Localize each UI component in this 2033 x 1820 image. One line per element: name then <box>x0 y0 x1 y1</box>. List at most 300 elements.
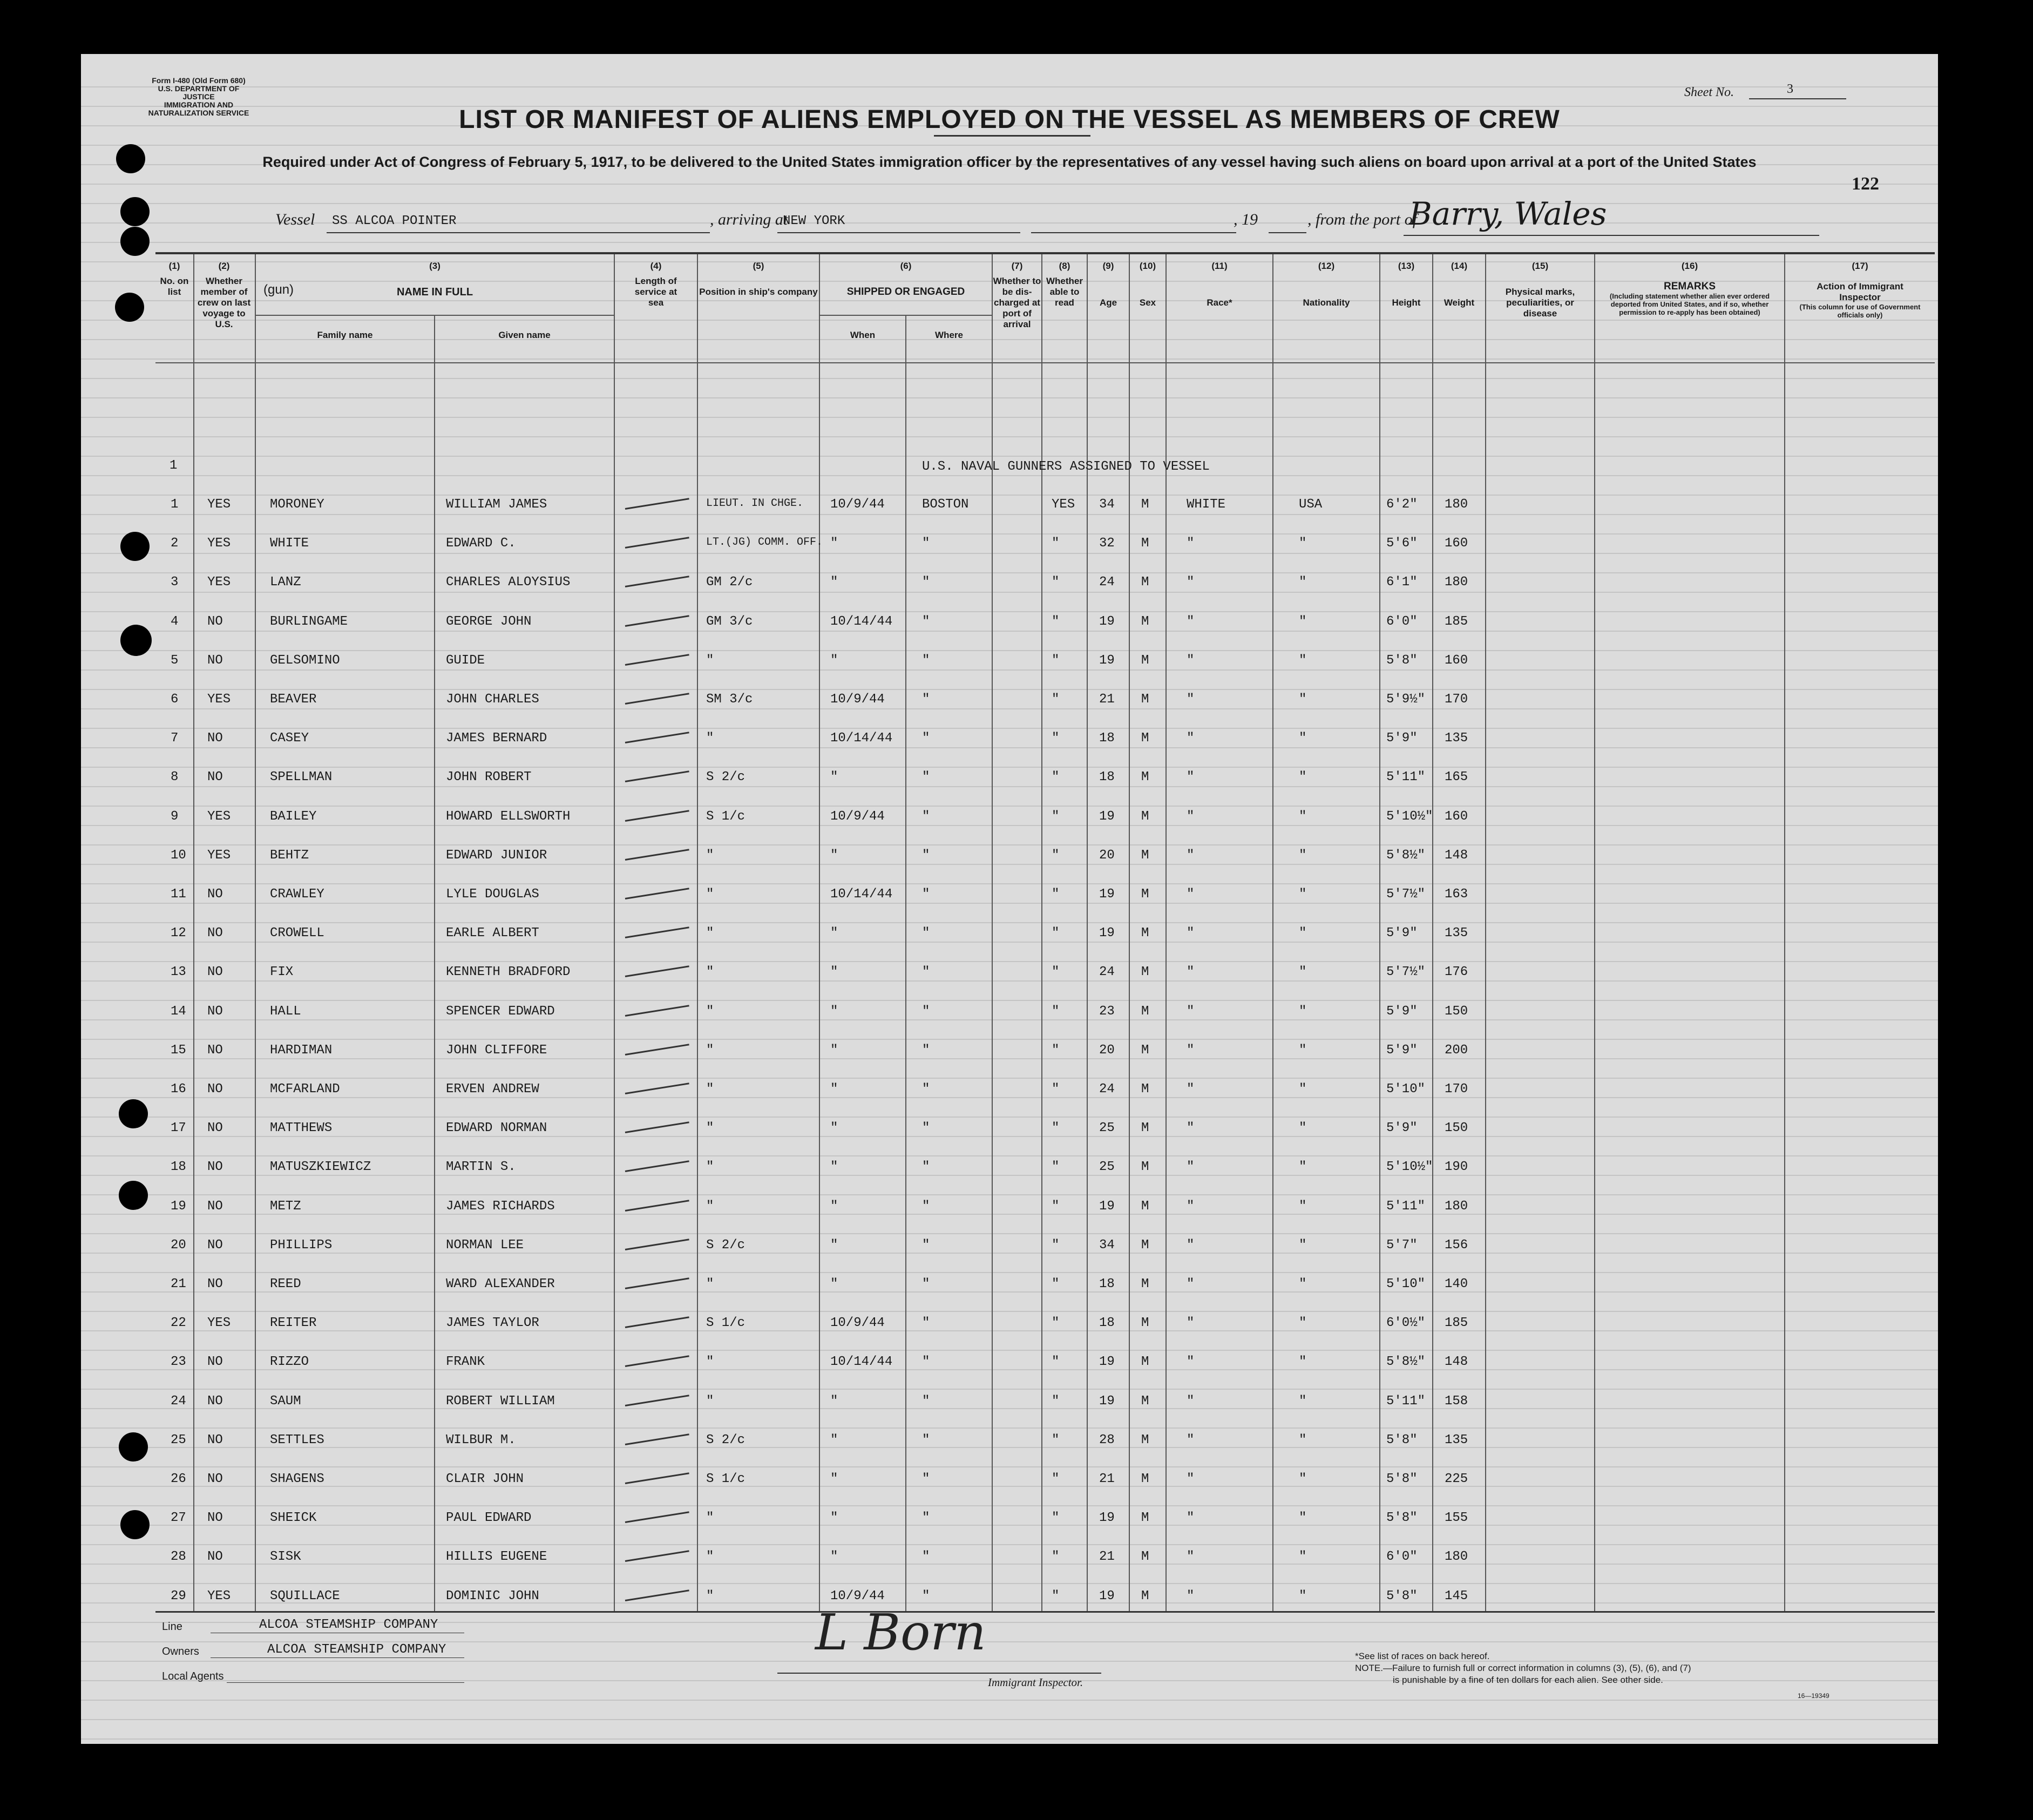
shipped-where: " <box>922 887 930 902</box>
given-name: JAMES RICHARDS <box>446 1199 555 1214</box>
sex: M <box>1141 1432 1149 1447</box>
nationality: " <box>1299 1277 1307 1291</box>
able-to-read: " <box>1052 809 1060 824</box>
pen-stroke <box>625 1433 689 1445</box>
shipped-where: " <box>922 1393 930 1409</box>
age: 19 <box>1099 614 1115 629</box>
position: " <box>706 1511 714 1526</box>
given-name-header: Given name <box>498 330 551 340</box>
pen-stroke <box>625 1044 689 1056</box>
col4-header: (4) Length of service at sea <box>634 261 677 308</box>
able-to-read: " <box>1052 1472 1060 1486</box>
age: 19 <box>1099 1355 1115 1370</box>
pen-stroke <box>625 1551 689 1562</box>
shipped-when: " <box>830 1432 838 1447</box>
previous-voyage: NO <box>207 965 223 980</box>
column-rule <box>819 254 820 1611</box>
weight: 180 <box>1445 575 1468 590</box>
shipped-where: " <box>922 575 930 590</box>
shipped-when: " <box>830 1550 838 1565</box>
height: 5'9" <box>1386 731 1418 746</box>
page-subtitle: Required under Act of Congress of February 5, 1917, to be delivered to the United States immigration officer by the representatives of any vessel having such aliens on board upon arrival at a port of the United States <box>262 154 1757 170</box>
service-name: IMMIGRATION AND NATURALIZATION SERVICE <box>148 100 249 117</box>
sex: M <box>1141 575 1149 590</box>
previous-voyage: YES <box>207 1316 231 1331</box>
sex: M <box>1141 848 1149 863</box>
column-rule <box>434 315 435 1611</box>
previous-voyage: NO <box>207 1393 223 1409</box>
age: 19 <box>1099 1511 1115 1526</box>
age: 19 <box>1099 1588 1115 1604</box>
punch-hole <box>120 1510 150 1539</box>
age: 18 <box>1099 731 1115 746</box>
nationality: " <box>1299 1393 1307 1409</box>
pen-stroke <box>625 1277 689 1289</box>
position: " <box>706 1393 714 1409</box>
shipped-when: " <box>830 1511 838 1526</box>
weight: 150 <box>1445 1004 1468 1019</box>
shipped-where: " <box>922 965 930 980</box>
height: 5'7½" <box>1386 887 1426 902</box>
row-number: 25 <box>171 1432 186 1447</box>
age: 34 <box>1099 1237 1115 1253</box>
penalty-note: NOTE.—Failure to furnish full or correct information in columns (3), (5), (6), and (7) <box>1355 1663 1691 1673</box>
able-to-read: " <box>1052 1432 1060 1447</box>
column-rule <box>1272 254 1273 1611</box>
sex: M <box>1141 1393 1149 1409</box>
race: " <box>1187 1199 1195 1214</box>
row-number: 2 <box>171 536 179 551</box>
date-underline <box>1031 232 1236 233</box>
position: " <box>706 1355 714 1370</box>
family-name: SISK <box>270 1550 301 1565</box>
column-rule <box>1485 254 1486 1611</box>
given-name: LYLE DOUGLAS <box>446 887 539 902</box>
family-name: METZ <box>270 1199 301 1214</box>
able-to-read: " <box>1052 1393 1060 1409</box>
year-underline <box>1269 232 1306 233</box>
sex: M <box>1141 536 1149 551</box>
nationality: " <box>1299 653 1307 668</box>
column-rule <box>255 254 256 1611</box>
age: 20 <box>1099 848 1115 863</box>
print-code: 16—19349 <box>1798 1692 1829 1700</box>
height: 5'9½" <box>1386 692 1426 707</box>
given-name: PAUL EDWARD <box>446 1511 532 1526</box>
sex: M <box>1141 1550 1149 1565</box>
height: 6'0" <box>1386 1550 1418 1565</box>
age: 18 <box>1099 770 1115 785</box>
height: 6'0½" <box>1386 1316 1426 1331</box>
shipped-where: " <box>922 1199 930 1214</box>
shipped-when: 10/14/44 <box>830 731 893 746</box>
col7-header: (7) Whether to be dis-charged at port of arrival <box>993 261 1041 329</box>
previous-voyage: NO <box>207 731 223 746</box>
given-name: EDWARD NORMAN <box>446 1121 547 1136</box>
able-to-read: " <box>1052 1511 1060 1526</box>
shipped-where: " <box>922 926 930 941</box>
weight: 170 <box>1445 1082 1468 1097</box>
age: 21 <box>1099 1472 1115 1486</box>
given-name: JAMES BERNARD <box>446 731 547 746</box>
column-rule <box>1129 254 1130 1611</box>
able-to-read: " <box>1052 1160 1060 1175</box>
height: 5'10" <box>1386 1277 1426 1291</box>
age: 34 <box>1099 497 1115 512</box>
sheet-underline <box>1749 98 1846 99</box>
family-name: REITER <box>270 1316 317 1331</box>
race: " <box>1187 614 1195 629</box>
race: " <box>1187 1082 1195 1097</box>
position: " <box>706 1550 714 1565</box>
manifest-table <box>155 252 1935 1613</box>
weight: 180 <box>1445 1550 1468 1565</box>
nationality: " <box>1299 1316 1307 1331</box>
local-agents-label: Local Agents <box>162 1670 224 1682</box>
row-number: 18 <box>171 1160 186 1175</box>
position: LIEUT. IN CHGE. <box>706 497 804 510</box>
shipped-where: " <box>922 1550 930 1565</box>
weight: 156 <box>1445 1237 1468 1253</box>
race: " <box>1187 731 1195 746</box>
pen-stroke <box>625 1395 689 1406</box>
column-rule <box>1165 254 1167 1611</box>
nationality: " <box>1299 1199 1307 1214</box>
given-name: ROBERT WILLIAM <box>446 1393 555 1409</box>
shipped-where: " <box>922 1432 930 1447</box>
height: 5'8½" <box>1386 848 1426 863</box>
age: 19 <box>1099 809 1115 824</box>
nationality: " <box>1299 614 1307 629</box>
shipped-when: 10/9/44 <box>830 1316 885 1331</box>
row-number: 10 <box>171 848 186 863</box>
given-name: HILLIS EUGENE <box>446 1550 547 1565</box>
previous-voyage: YES <box>207 692 231 707</box>
ruled-line <box>81 1719 1938 1720</box>
position: " <box>706 653 714 668</box>
shipped-where: " <box>922 731 930 746</box>
nationality: " <box>1299 1432 1307 1447</box>
age: 19 <box>1099 1199 1115 1214</box>
race: " <box>1187 965 1195 980</box>
shipped-where: " <box>922 536 930 551</box>
from-label: , from the port of <box>1307 211 1418 228</box>
age: 32 <box>1099 536 1115 551</box>
row-number: 19 <box>171 1199 186 1214</box>
page-number: 122 <box>1852 174 1879 194</box>
pen-stroke <box>625 810 689 822</box>
given-name: JOHN CLIFFORE <box>446 1043 547 1058</box>
col8-header: (8) Whether able to read <box>1046 261 1083 308</box>
weight: 190 <box>1445 1160 1468 1175</box>
column-rule <box>1594 254 1595 1611</box>
pen-stroke <box>625 1472 689 1484</box>
position: " <box>706 1004 714 1019</box>
given-name: EDWARD C. <box>446 536 516 551</box>
able-to-read: " <box>1052 1588 1060 1604</box>
nationality: " <box>1299 887 1307 902</box>
position: " <box>706 848 714 863</box>
height: 5'8" <box>1386 653 1418 668</box>
given-name: WILLIAM JAMES <box>446 497 547 512</box>
shipped-when: " <box>830 1121 838 1136</box>
previous-voyage: YES <box>207 497 231 512</box>
col15-header: (15) Physical marks, peculiarities, or disease <box>1505 261 1575 319</box>
family-name: REED <box>270 1277 301 1291</box>
race: " <box>1187 1277 1195 1291</box>
given-name: CHARLES ALOYSIUS <box>446 575 571 590</box>
row-number: 17 <box>171 1121 186 1136</box>
age: 19 <box>1099 1393 1115 1409</box>
weight: 180 <box>1445 1199 1468 1214</box>
shipped-where: " <box>922 1237 930 1253</box>
family-name: SPELLMAN <box>270 770 333 785</box>
section-number: 1 <box>170 458 178 473</box>
race: " <box>1187 1355 1195 1370</box>
punch-hole <box>119 1432 148 1462</box>
punch-hole <box>120 227 150 256</box>
able-to-read: " <box>1052 887 1060 902</box>
age: 24 <box>1099 575 1115 590</box>
row-number: 29 <box>171 1588 186 1604</box>
pen-stroke <box>625 1356 689 1368</box>
sex: M <box>1141 1043 1149 1058</box>
shipped-where: " <box>922 1004 930 1019</box>
sex: M <box>1141 770 1149 785</box>
row-number: 20 <box>171 1237 186 1253</box>
row-number: 11 <box>171 887 186 902</box>
where-header: Where <box>935 330 963 340</box>
penalty-note-cont: is punishable by a fine of ten dollars for each alien. See other side. <box>1393 1675 1663 1685</box>
position: GM 2/c <box>706 575 753 590</box>
shipped-when: " <box>830 1472 838 1486</box>
age: 21 <box>1099 692 1115 707</box>
when-header: When <box>850 330 876 340</box>
position: S 1/c <box>706 809 746 824</box>
sex: M <box>1141 653 1149 668</box>
nationality: " <box>1299 965 1307 980</box>
previous-voyage: NO <box>207 1082 223 1097</box>
family-name: PHILLIPS <box>270 1237 333 1253</box>
age: 28 <box>1099 1432 1115 1447</box>
given-name: SPENCER EDWARD <box>446 1004 555 1019</box>
nationality: " <box>1299 1472 1307 1486</box>
pen-stroke <box>625 1511 689 1523</box>
col10-header: (10) Sex <box>1139 261 1156 308</box>
row-number: 23 <box>171 1355 186 1370</box>
given-name: DOMINIC JOHN <box>446 1588 539 1604</box>
row-number: 9 <box>171 809 179 824</box>
position: " <box>706 926 714 941</box>
position: S 2/c <box>706 770 746 785</box>
previous-voyage: YES <box>207 809 231 824</box>
family-name: GELSOMINO <box>270 653 340 668</box>
shipped-where: BOSTON <box>922 497 969 512</box>
row-number: 24 <box>171 1393 186 1409</box>
family-name: SAUM <box>270 1393 301 1409</box>
shipped-where: " <box>922 1160 930 1175</box>
given-name: NORMAN LEE <box>446 1237 524 1253</box>
department: U.S. DEPARTMENT OF JUSTICE <box>158 84 240 101</box>
previous-voyage: NO <box>207 1199 223 1214</box>
nationality: " <box>1299 848 1307 863</box>
col17-header: (17) Action of Immigrant Inspector (This column for use of Government officials only) <box>1799 261 1921 319</box>
position: " <box>706 1082 714 1097</box>
family-name: MATTHEWS <box>270 1121 333 1136</box>
weight: 140 <box>1445 1277 1468 1291</box>
able-to-read: " <box>1052 1121 1060 1136</box>
family-name-header: Family name <box>317 330 373 340</box>
race: " <box>1187 1004 1195 1019</box>
weight: 155 <box>1445 1511 1468 1526</box>
shipped-where: " <box>922 1316 930 1331</box>
position: LT.(JG) COMM. OFF. <box>706 536 823 549</box>
shipped-where: " <box>922 614 930 629</box>
pen-stroke <box>625 654 689 666</box>
pen-stroke <box>625 576 689 588</box>
column-rule <box>1379 254 1380 1611</box>
shipped-when: " <box>830 1277 838 1291</box>
height: 5'8" <box>1386 1588 1418 1604</box>
row-number: 13 <box>171 965 186 980</box>
line-label: Line <box>162 1621 182 1633</box>
age: 24 <box>1099 965 1115 980</box>
shipped-where: " <box>922 1082 930 1097</box>
able-to-read: " <box>1052 1237 1060 1253</box>
race: " <box>1187 1316 1195 1331</box>
nationality: " <box>1299 1121 1307 1136</box>
shipped-when: " <box>830 1393 838 1409</box>
family-name: MORONEY <box>270 497 324 512</box>
race: " <box>1187 1432 1195 1447</box>
nationality: " <box>1299 809 1307 824</box>
previous-voyage: YES <box>207 1588 231 1604</box>
given-name: JAMES TAYLOR <box>446 1316 539 1331</box>
height: 5'9" <box>1386 1043 1418 1058</box>
shipped-when: 10/14/44 <box>830 1355 893 1370</box>
owners-underline <box>211 1657 464 1658</box>
pen-stroke <box>625 888 689 899</box>
shipped-when: " <box>830 1237 838 1253</box>
height: 6'1" <box>1386 575 1418 590</box>
position: " <box>706 1160 714 1175</box>
pen-stroke <box>625 771 689 783</box>
family-name: BAILEY <box>270 809 317 824</box>
sheet-label: Sheet No. <box>1684 85 1734 99</box>
height: 5'7" <box>1386 1237 1418 1253</box>
height: 5'10" <box>1386 1082 1426 1097</box>
height: 5'8" <box>1386 1432 1418 1447</box>
pen-stroke <box>625 1082 689 1094</box>
col16-header: (16) REMARKS (Including statement whether alien ever ordered deported from United States, and if so, whether permission to re-apply has been obtained) <box>1609 261 1770 316</box>
family-name: MATUSZKIEWICZ <box>270 1160 371 1175</box>
previous-voyage: NO <box>207 1160 223 1175</box>
given-name: MARTIN S. <box>446 1160 516 1175</box>
shipped-where: " <box>922 1043 930 1058</box>
column-rule <box>1784 254 1785 1611</box>
arriving-underline <box>777 232 1020 233</box>
weight: 135 <box>1445 731 1468 746</box>
nationality: " <box>1299 1550 1307 1565</box>
given-name: EDWARD JUNIOR <box>446 848 547 863</box>
sex: M <box>1141 926 1149 941</box>
row-number: 22 <box>171 1316 186 1331</box>
previous-voyage: YES <box>207 536 231 551</box>
row-number: 28 <box>171 1550 186 1565</box>
vessel-underline <box>327 232 710 233</box>
age: 19 <box>1099 653 1115 668</box>
row-number: 5 <box>171 653 179 668</box>
punch-hole <box>120 532 150 561</box>
weight: 176 <box>1445 965 1468 980</box>
shipped-when: " <box>830 1043 838 1058</box>
able-to-read: " <box>1052 770 1060 785</box>
able-to-read: " <box>1052 1004 1060 1019</box>
ruled-line <box>81 242 1938 243</box>
previous-voyage: YES <box>207 848 231 863</box>
column-rule <box>1041 254 1042 1611</box>
shipped-when: " <box>830 770 838 785</box>
pen-stroke <box>625 693 689 705</box>
ruled-line <box>81 203 1938 204</box>
able-to-read: " <box>1052 536 1060 551</box>
age: 24 <box>1099 1082 1115 1097</box>
sex: M <box>1141 1082 1149 1097</box>
sex: M <box>1141 1121 1149 1136</box>
family-name: BURLINGAME <box>270 614 348 629</box>
owners-label: Owners <box>162 1646 199 1657</box>
row-number: 8 <box>171 770 179 785</box>
previous-voyage: NO <box>207 614 223 629</box>
age: 19 <box>1099 926 1115 941</box>
age: 23 <box>1099 1004 1115 1019</box>
col3-header: (3) NAME IN FULL <box>396 261 473 298</box>
shipped-when: " <box>830 926 838 941</box>
ruled-line <box>81 1738 1938 1740</box>
manifest-page <box>81 54 1938 1744</box>
col9-header: (9) Age <box>1099 261 1117 308</box>
family-name: CASEY <box>270 731 309 746</box>
previous-voyage: NO <box>207 887 223 902</box>
weight: 135 <box>1445 1432 1468 1447</box>
arriving-port: NEW YORK <box>783 214 845 228</box>
pen-stroke <box>625 1200 689 1212</box>
pen-stroke <box>625 537 689 549</box>
page-title: LIST OR MANIFEST OF ALIENS EMPLOYED ON THE VESSEL AS MEMBERS OF CREW <box>459 105 1560 134</box>
height: 6'2" <box>1386 497 1418 512</box>
height: 5'8½" <box>1386 1355 1426 1370</box>
race: " <box>1187 848 1195 863</box>
family-name: SQUILLACE <box>270 1588 340 1604</box>
shipped-when: " <box>830 1004 838 1019</box>
family-name: HALL <box>270 1004 301 1019</box>
able-to-read: " <box>1052 1355 1060 1370</box>
previous-voyage: NO <box>207 1004 223 1019</box>
shipped-when: 10/14/44 <box>830 614 893 629</box>
shipped-when: 10/9/44 <box>830 497 885 512</box>
able-to-read: " <box>1052 1277 1060 1291</box>
family-name: HARDIMAN <box>270 1043 333 1058</box>
shipped-when: " <box>830 965 838 980</box>
race: " <box>1187 1511 1195 1526</box>
able-to-read: " <box>1052 692 1060 707</box>
position: " <box>706 887 714 902</box>
ruled-line <box>81 184 1938 185</box>
sex: M <box>1141 1004 1149 1019</box>
height: 5'11" <box>1386 1199 1426 1214</box>
race: " <box>1187 1472 1195 1486</box>
family-name: FIX <box>270 965 294 980</box>
